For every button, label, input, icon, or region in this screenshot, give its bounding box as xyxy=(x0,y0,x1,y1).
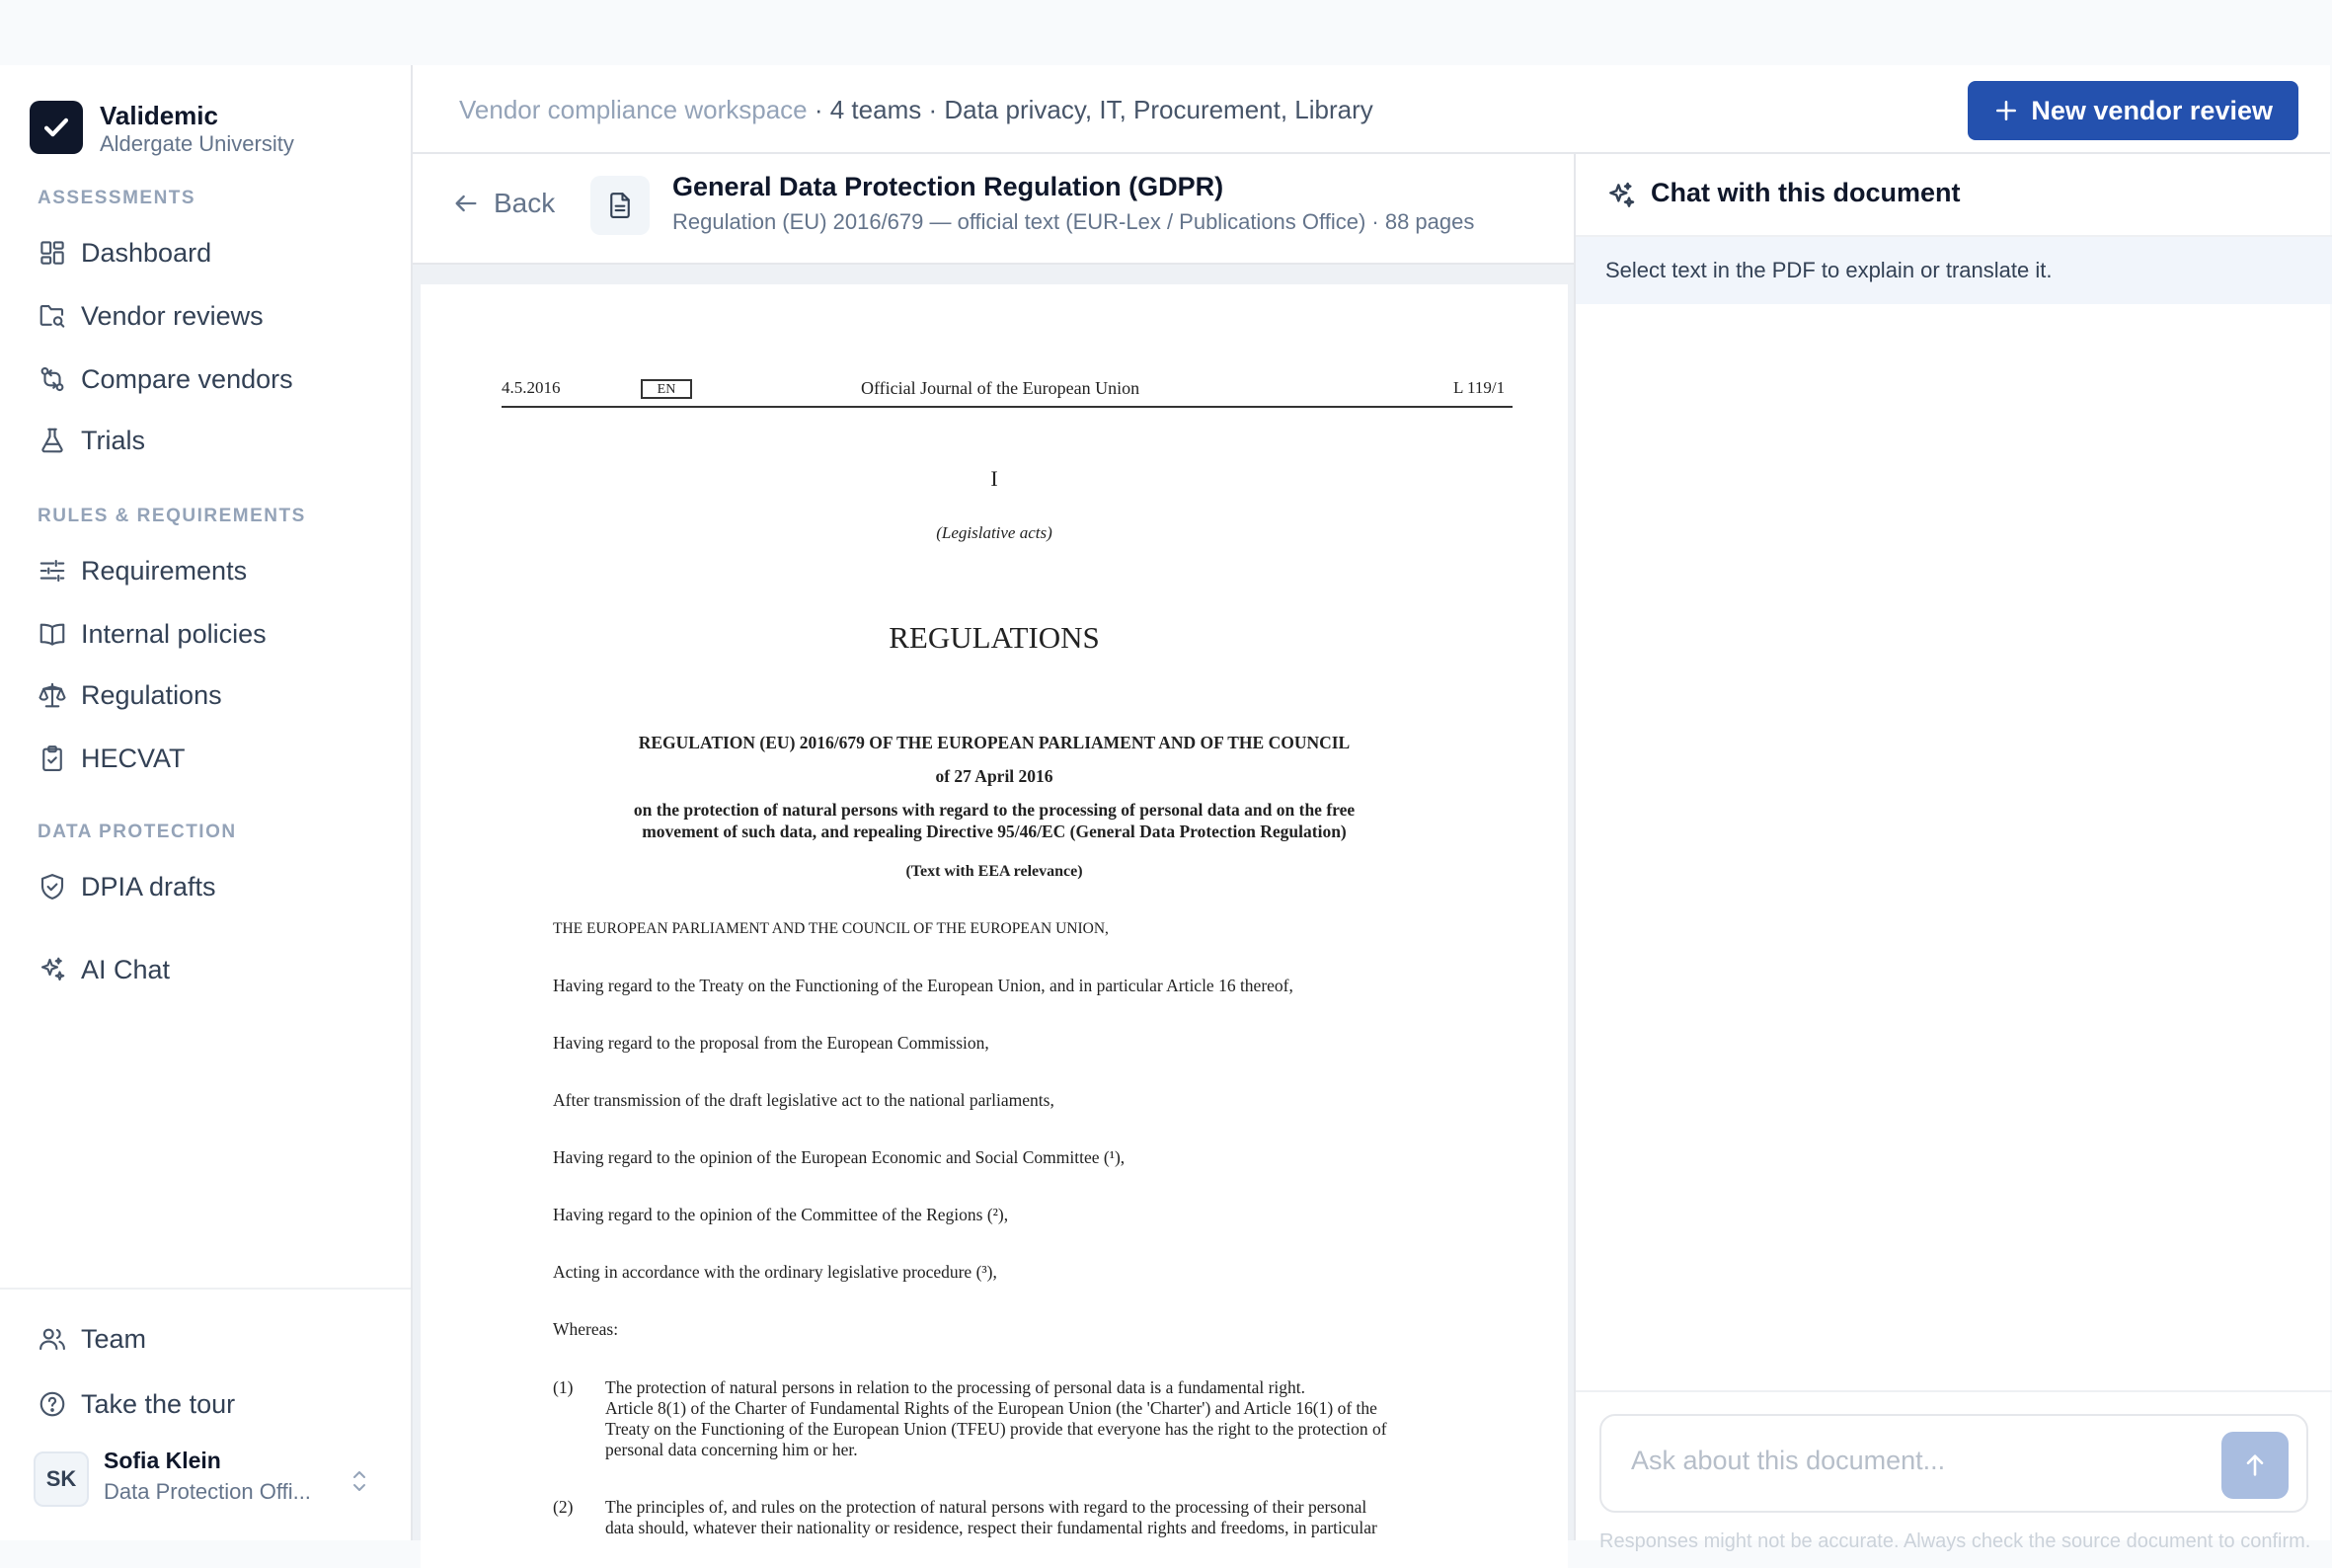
send-button[interactable] xyxy=(2221,1432,2289,1499)
pdf-heading: REGULATIONS xyxy=(889,620,1100,655)
sidebar-item-label: Internal policies xyxy=(81,618,267,649)
pdf-lang-badge: EN xyxy=(641,379,692,399)
user-menu[interactable] xyxy=(34,1448,379,1513)
scale-icon xyxy=(38,680,67,710)
arrow-left-icon xyxy=(452,190,480,217)
top-header xyxy=(413,65,2330,154)
pdf-roman: I xyxy=(990,466,998,491)
pdf-recital-number: (1) xyxy=(553,1377,574,1397)
pdf-reference: L 119/1 xyxy=(1453,378,1506,397)
chat-hint: Select text in the PDF to explain or translate it. xyxy=(1576,237,2332,304)
pdf-line: Having regard to the opinion of the Committee of the Regions (²), xyxy=(553,1205,1009,1224)
sidebar-item-label: Trials xyxy=(81,425,145,455)
window-top-strip xyxy=(0,0,2330,65)
pdf-line: After transmission of the draft legislative act to the national parliaments, xyxy=(553,1090,1054,1110)
chat-panel xyxy=(1574,154,2330,1552)
sidebar-item-dashboard[interactable] xyxy=(24,227,389,278)
chat-footer-divider xyxy=(1576,1390,2332,1392)
sidebar-item-take-the-tour[interactable] xyxy=(24,1378,389,1430)
sidebar-item-label: Regulations xyxy=(81,679,222,710)
plus-icon xyxy=(1993,98,2019,123)
sidebar-item-label: HECVAT xyxy=(81,743,186,773)
pdf-recital-line: Treaty on the Functioning of the European Union (TFEU) provide that everyone has the right to the protection of xyxy=(605,1419,1387,1439)
sidebar-item-dpia-drafts[interactable] xyxy=(24,861,389,912)
sidebar-item-hecvat[interactable] xyxy=(24,733,389,784)
sidebar-item-requirements[interactable] xyxy=(24,545,389,596)
brand-logo-icon xyxy=(30,101,83,154)
new-vendor-review-label: New vendor review xyxy=(2031,95,2273,125)
section-label-data-protection: DATA PROTECTION xyxy=(38,822,237,842)
pdf-reg-title: REGULATION (EU) 2016/679 OF THE EUROPEAN PARLIAMENT AND OF THE COUNCIL xyxy=(638,733,1351,752)
back-label: Back xyxy=(494,188,556,218)
sparkles-icon xyxy=(1605,180,1637,211)
document-icon xyxy=(590,176,650,235)
chat-input-box xyxy=(1599,1414,2308,1513)
brand[interactable] xyxy=(30,101,294,156)
brand-name: Validemic xyxy=(100,101,218,130)
sliders-icon xyxy=(38,556,67,586)
brand-org: Aldergate University xyxy=(100,131,294,156)
sidebar-item-vendor-reviews[interactable] xyxy=(24,290,389,342)
pdf-date: 4.5.2016 xyxy=(502,378,561,397)
new-vendor-review-button[interactable] xyxy=(1968,81,2298,140)
sidebar-item-label: Take the tour xyxy=(81,1388,236,1419)
pdf-reg-date: of 27 April 2016 xyxy=(935,766,1053,786)
sidebar-item-team[interactable] xyxy=(24,1313,389,1365)
pdf-line: Having regard to the proposal from the European Commission, xyxy=(553,1033,989,1053)
pdf-line: Acting in accordance with the ordinary legislative procedure (³), xyxy=(553,1262,997,1282)
pdf-eea: (Text with EEA relevance) xyxy=(905,863,1083,880)
arrow-up-icon xyxy=(2241,1451,2269,1479)
pdf-viewer[interactable] xyxy=(413,265,1574,1540)
pdf-line: THE EUROPEAN PARLIAMENT AND THE COUNCIL OF THE EUROPEAN UNION, xyxy=(553,920,1109,937)
chevron-up-down-icon xyxy=(348,1467,371,1495)
book-icon xyxy=(38,619,67,649)
workspace-teams: · 4 teams · Data privacy, IT, Procurement, Library xyxy=(807,95,1373,124)
sidebar-item-compare-vendors[interactable] xyxy=(24,353,389,405)
pdf-reg-line1: on the protection of natural persons with regard to the processing of personal data and on the free xyxy=(633,800,1356,820)
document-subtitle: Regulation (EU) 2016/679 — official text (EUR-Lex / Publications Office) · 88 pages xyxy=(672,209,1475,234)
pdf-recital-line: data should, whatever their nationality or residence, respect their fundamental rights and freedoms, in particular xyxy=(605,1518,1377,1537)
section-label-assessments: ASSESSMENTS xyxy=(38,188,196,208)
avatar: SK xyxy=(34,1451,89,1507)
compare-icon xyxy=(38,364,67,394)
sidebar-item-ai-chat[interactable] xyxy=(24,944,389,995)
chat-header xyxy=(1576,154,2332,237)
clipboard-check-icon xyxy=(38,744,67,773)
section-label-rules-requirements: RULES & REQUIREMENTS xyxy=(38,506,306,526)
pdf-recital-line: personal data concerning him or her. xyxy=(605,1440,858,1459)
help-circle-icon xyxy=(38,1389,67,1419)
sidebar-divider xyxy=(0,1288,411,1290)
chat-input[interactable] xyxy=(1631,1446,2184,1476)
sidebar-item-internal-policies[interactable] xyxy=(24,608,389,660)
pdf-reg-line2: movement of such data, and repealing Directive 95/46/EC (General Data Protection Regulation) xyxy=(642,822,1347,841)
pdf-header-rule xyxy=(502,406,1513,408)
workspace-name: Vendor compliance workspace xyxy=(459,95,808,124)
chat-disclaimer: Responses might not be accurate. Always check the source document to confirm. xyxy=(1599,1530,2311,1552)
users-icon xyxy=(38,1324,67,1354)
pdf-journal: Official Journal of the European Union xyxy=(861,378,1140,398)
sidebar-item-label: Vendor reviews xyxy=(81,300,264,331)
user-role: Data Protection Offi... xyxy=(104,1479,311,1504)
pdf-recital-line: The principles of, and rules on the protection of natural persons with regard to the processing of their personal xyxy=(605,1497,1367,1517)
sidebar-item-label: DPIA drafts xyxy=(81,871,216,902)
flask-icon xyxy=(38,426,67,455)
sparkles-icon xyxy=(38,955,67,984)
pdf-line: Whereas: xyxy=(553,1319,619,1339)
pdf-recital-line: The protection of natural persons in relation to the processing of personal data is a fundamental right. xyxy=(605,1377,1306,1397)
user-name: Sofia Klein xyxy=(104,1448,221,1473)
sidebar-item-trials[interactable] xyxy=(24,415,389,466)
sidebar xyxy=(0,65,413,1540)
sidebar-item-regulations[interactable] xyxy=(24,669,389,721)
sidebar-item-label: Requirements xyxy=(81,555,248,586)
sidebar-item-label: Team xyxy=(81,1323,147,1354)
pdf-recital-line: Article 8(1) of the Charter of Fundamental Rights of the European Union (the 'Charter') and Article 16(1) of the xyxy=(605,1398,1377,1418)
shield-check-icon xyxy=(38,872,67,902)
pdf-line: Having regard to the opinion of the European Economic and Social Committee (¹), xyxy=(553,1147,1126,1167)
folder-search-icon xyxy=(38,301,67,331)
sidebar-item-label: Compare vendors xyxy=(81,363,293,394)
back-button[interactable] xyxy=(452,188,555,219)
chat-title: Chat with this document xyxy=(1651,178,1961,207)
workspace-info xyxy=(459,95,1373,125)
document-header xyxy=(413,154,1574,265)
pdf-line: Having regard to the Treaty on the Functioning of the European Union, and in particular Article 16 thereof, xyxy=(553,976,1293,995)
pdf-recital-number: (2) xyxy=(553,1497,574,1517)
dashboard-icon xyxy=(38,238,67,268)
sidebar-item-label: Dashboard xyxy=(81,237,212,268)
pdf-legislative: (Legislative acts) xyxy=(936,523,1052,542)
sidebar-item-label: AI Chat xyxy=(81,954,171,984)
document-title: General Data Protection Regulation (GDPR) xyxy=(672,172,1224,201)
pdf-page[interactable] xyxy=(421,284,1568,1568)
